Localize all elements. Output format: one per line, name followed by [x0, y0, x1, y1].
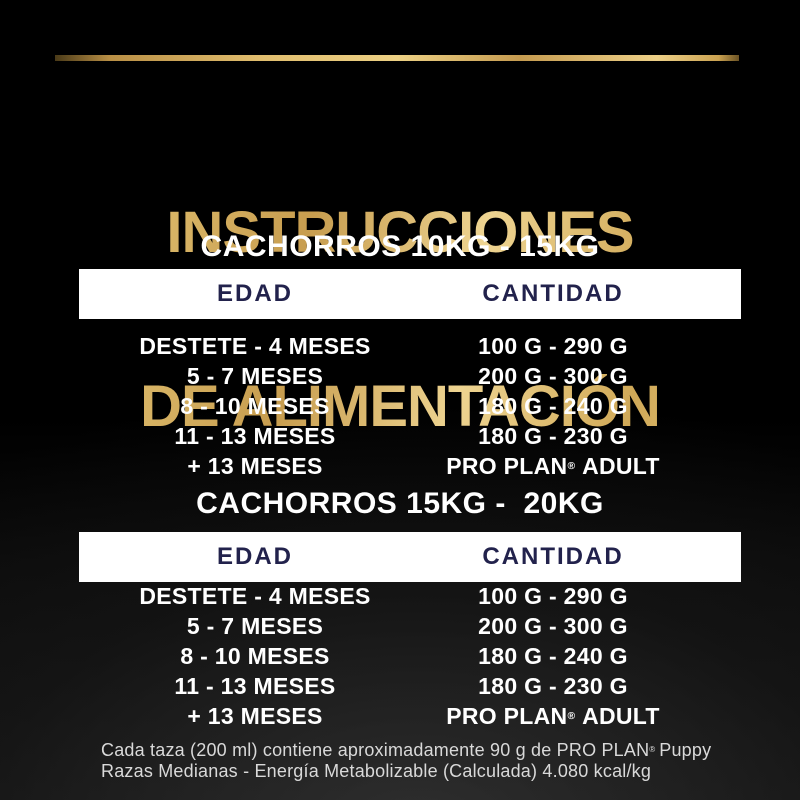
section-1-column-header-edad: EDAD — [216, 280, 293, 307]
section-2-column-header-edad: EDAD — [216, 543, 293, 570]
row-quantity: 180 G - 240 G — [478, 642, 628, 669]
section-2-table-rows — [79, 581, 741, 731]
footnote-text: Cada taza (200 ml) contiene aproximadamente 90 g de PRO PLAN — [101, 740, 650, 761]
table-row — [79, 421, 741, 451]
table-row — [79, 391, 741, 421]
page-title-line-2: DE ALIMENTACIÓN — [140, 374, 660, 439]
row-age: 5 - 7 MESES — [186, 612, 324, 639]
row-age: 8 - 10 MESES — [180, 642, 330, 669]
table-row — [79, 451, 741, 481]
row-quantity-brand — [431, 703, 675, 730]
registered-trademark-icon: ® — [567, 710, 576, 722]
row-age: 8 - 10 MESES — [180, 392, 330, 419]
footnote-line-1 — [101, 739, 741, 761]
row-age: + 13 MESES — [187, 452, 323, 479]
table-row — [79, 611, 741, 641]
row-quantity-brand — [431, 453, 675, 480]
row-quantity: 180 G - 230 G — [478, 422, 628, 449]
table-row — [79, 581, 741, 611]
section-2-column-header-bar — [79, 532, 741, 582]
registered-trademark-icon: ® — [567, 460, 576, 472]
brand-name: PRO PLAN — [446, 702, 568, 729]
section-2-column-header-cantidad: CANTIDAD — [482, 543, 624, 570]
row-age: 11 - 13 MESES — [174, 672, 336, 699]
section-1-column-header-bar — [79, 269, 741, 319]
row-age: DESTETE - 4 MESES — [139, 332, 371, 359]
section-1-table-rows — [79, 331, 741, 481]
section-1-column-header-cantidad: CANTIDAD — [482, 280, 624, 307]
footnote-text: Puppy — [659, 740, 712, 761]
row-quantity: 100 G - 290 G — [478, 332, 628, 359]
row-age: DESTETE - 4 MESES — [139, 582, 371, 609]
brand-name: PRO PLAN — [446, 452, 568, 479]
row-quantity: 200 G - 300 G — [478, 612, 628, 639]
footnote — [101, 739, 741, 782]
row-age: 5 - 7 MESES — [186, 362, 324, 389]
row-quantity: 200 G - 300 G — [478, 362, 628, 389]
row-quantity: 180 G - 240 G — [478, 392, 628, 419]
brand-variant: ADULT — [582, 702, 660, 729]
row-quantity: 180 G - 230 G — [478, 672, 628, 699]
table-row — [79, 331, 741, 361]
row-quantity: 100 G - 290 G — [478, 582, 628, 609]
page-title-line-1: INSTRUCCIONES — [166, 200, 634, 265]
row-age: + 13 MESES — [187, 702, 323, 729]
registered-trademark-icon: ® — [649, 745, 656, 754]
table-row — [79, 641, 741, 671]
page-title — [0, 88, 800, 552]
table-row — [79, 671, 741, 701]
table-row — [79, 701, 741, 731]
section-2-heading: CACHORROS 15KG - 20KG — [196, 487, 604, 520]
brand-variant: ADULT — [582, 452, 660, 479]
row-age: 11 - 13 MESES — [174, 422, 336, 449]
gold-divider-line — [55, 55, 739, 61]
section-1-heading: CACHORROS 10KG - 15KG — [200, 230, 600, 263]
table-row — [79, 361, 741, 391]
footnote-line-2: Razas Medianas - Energía Metabolizable (Calculada) 4.080 kcal/kg — [101, 761, 652, 782]
